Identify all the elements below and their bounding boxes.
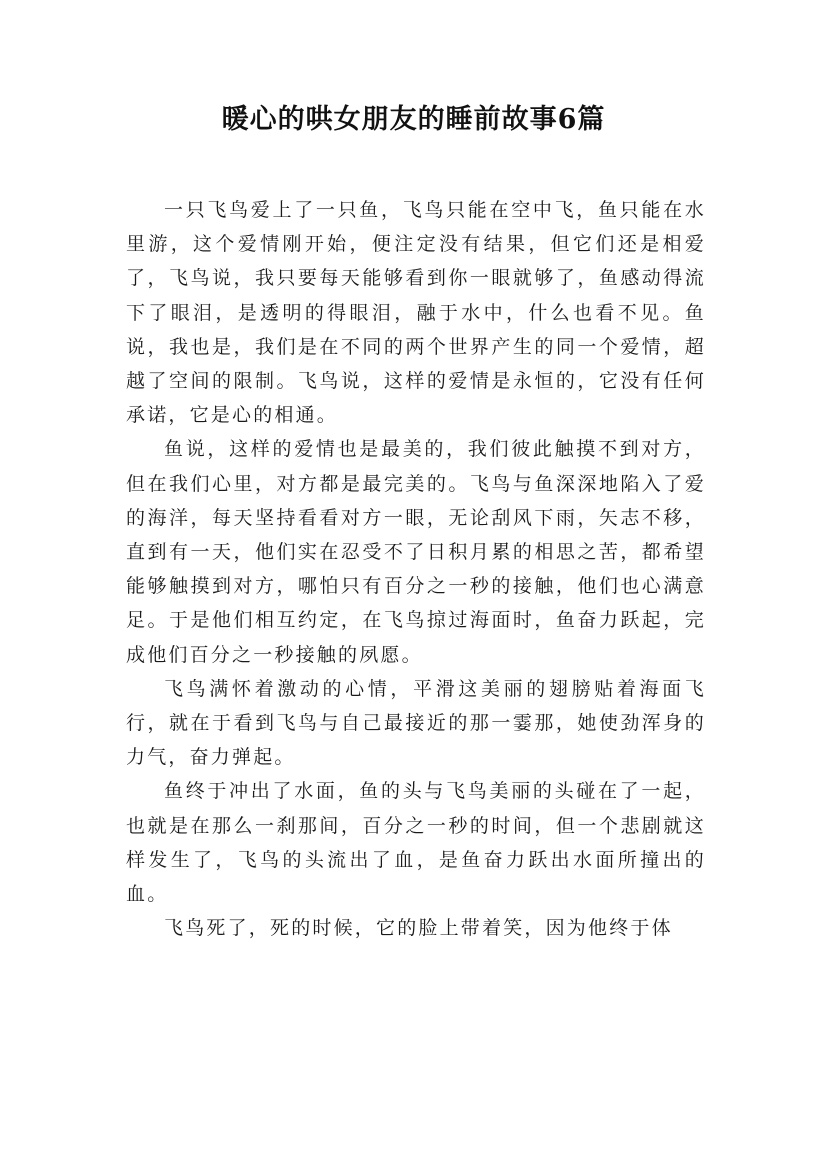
paragraph: 飞鸟死了，死的时候，它的脸上带着笑，因为他终于体	[164, 917, 673, 940]
paragraph: 一只飞鸟爱上了一只鱼，飞鸟只能在空中飞，鱼只能在水里游，这个爱情刚开始，便注定没有结果，但它们还是相爱了，飞鸟说，我只要每天能够看到你一眼就够了，鱼感动得流下了眼泪，是透明的得眼泪，融于水中，什么也看不见。鱼说，我也是，我们是在不同的两个世界产生的同一个爱情，超越了空间的限制。飞鸟说，这样的爱情是永恒的，它没有任何承诺，它是心的相通。	[126, 199, 706, 427]
document-title: 暖心的哄女朋友的睡前故事6篇	[221, 104, 606, 135]
paragraph: 飞鸟满怀着激动的心情，平滑这美丽的翅膀贴着海面飞行，就在于看到飞鸟与自己最接近的那一霎那，她使劲浑身的力气，奋力弹起。	[126, 677, 706, 769]
paragraph: 鱼说，这样的爱情也是最美的，我们彼此触摸不到对方，但在我们心里，对方都是最完美的。飞鸟与鱼深深地陷入了爱的海洋，每天坚持看看对方一眼，无论刮风下雨，矢志不移，直到有一天，他们实在忍受不了日积月累的相思之苦，都希望能够触摸到对方，哪怕只有百分之一秒的接触，他们也心满意足。于是他们相互约定，在飞鸟掠过海面时，鱼奋力跃起，完成他们百分之一秒接触的夙愿。	[126, 438, 706, 666]
paragraph: 鱼终于冲出了水面，鱼的头与飞鸟美丽的头碰在了一起，也就是在那么一刹那间，百分之一秒的时间，但一个悲剧就这样发生了，飞鸟的头流出了血，是鱼奋力跃出水面所撞出的血。	[126, 780, 706, 906]
document-body	[126, 193, 706, 945]
